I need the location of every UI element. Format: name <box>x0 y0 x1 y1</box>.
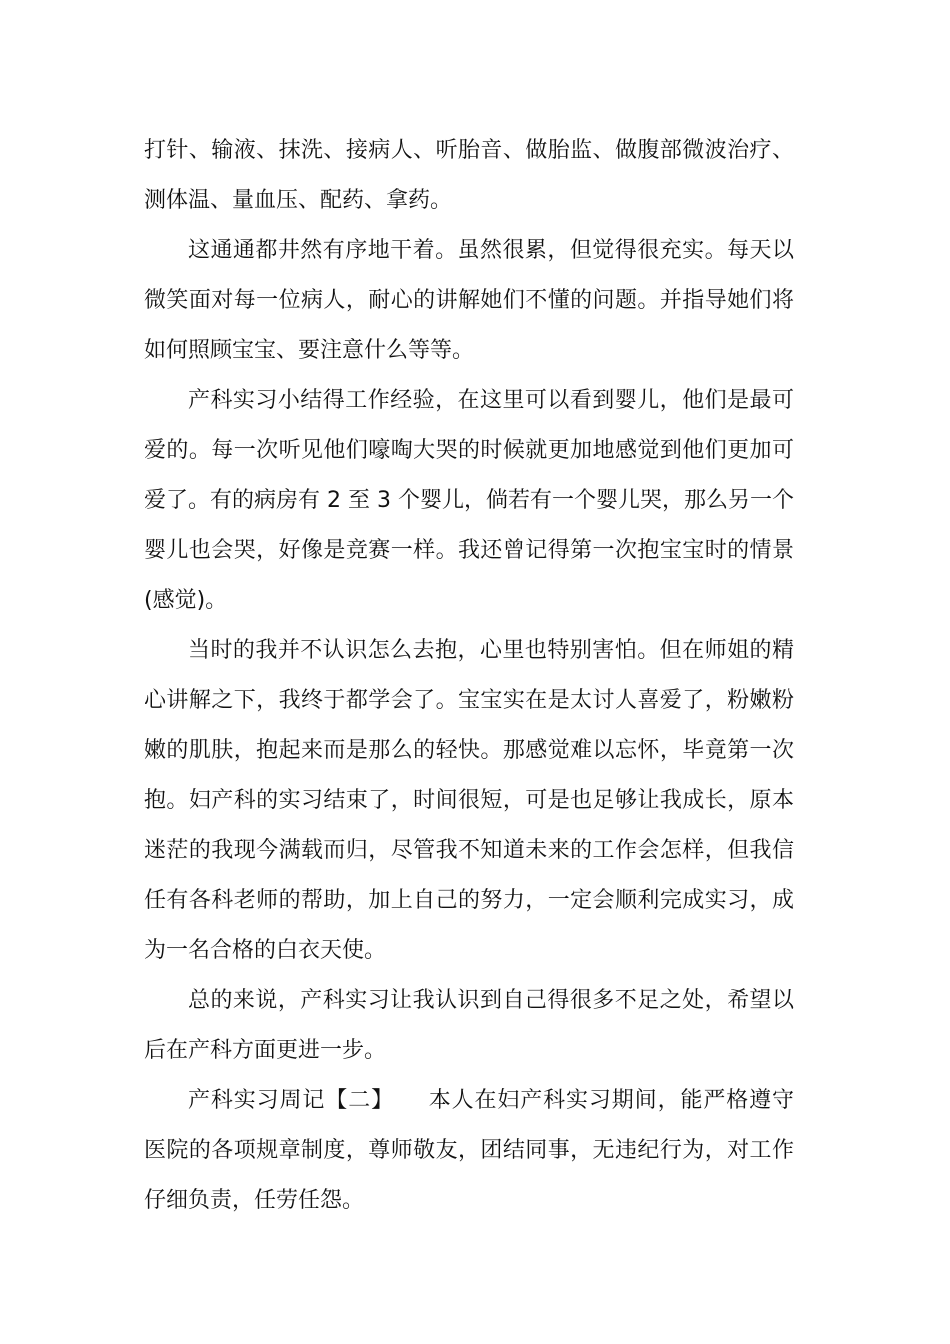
text-line: 微笑面对每一位病人，耐心的讲解她们不懂的问题。并指导她们将 <box>144 288 794 313</box>
text-line: 打针、输液、抹洗、接病人、听胎音、做胎监、做腹部微波治疗、 <box>144 138 794 163</box>
paragraph-first-line: 产科实习小结得工作经验，在这里可以看到婴儿，他们是最可 <box>188 388 794 413</box>
text-line: 心讲解之下，我终于都学会了。宝宝实在是太讨人喜爱了，粉嫩粉 <box>144 688 794 713</box>
text-line: 测体温、量血压、配药、拿药。 <box>144 188 453 213</box>
text-line: 爱的。每一次听见他们嚎啕大哭的时候就更加地感觉到他们更加可 <box>144 438 794 463</box>
text-line: 抱。妇产科的实习结束了，时间很短，可是也足够让我成长，原本 <box>144 788 794 813</box>
text-line: 仔细负责，任劳任怨。 <box>144 1188 365 1213</box>
text-line: 医院的各项规章制度，尊师敬友，团结同事，无违纪行为，对工作 <box>144 1138 794 1163</box>
text-line: 如何照顾宝宝、要注意什么等等。 <box>144 338 475 363</box>
paragraph-first-line: 总的来说，产科实习让我认识到自己得很多不足之处，希望以 <box>188 988 794 1013</box>
text-line: 为一名合格的白衣天使。 <box>144 938 387 963</box>
paragraph-first-line: 当时的我并不认识怎么去抱，心里也特别害怕。但在师姐的精 <box>188 638 794 663</box>
text-line: 婴儿也会哭，好像是竞赛一样。我还曾记得第一次抱宝宝时的情景 <box>144 538 794 563</box>
text-line: 爱了。有的病房有 2 至 3 个婴儿，倘若有一个婴儿哭，那么另一个 <box>144 488 794 513</box>
text-line: 后在产科方面更进一步。 <box>144 1038 387 1063</box>
text-line: 嫩的肌肤，抱起来而是那么的轻快。那感觉难以忘怀，毕竟第一次 <box>144 738 794 763</box>
text-line: 任有各科老师的帮助，加上自己的努力，一定会顺利完成实习，成 <box>144 888 794 913</box>
paragraph-first-line: 产科实习周记【二】 本人在妇产科实习期间，能严格遵守 <box>188 1088 794 1113</box>
text-line: (感觉)。 <box>144 588 228 613</box>
text-line: 迷茫的我现今满载而归，尽管我不知道未来的工作会怎样，但我信 <box>144 838 794 863</box>
paragraph-first-line: 这通通都井然有序地干着。虽然很累，但觉得很充实。每天以 <box>188 238 794 263</box>
